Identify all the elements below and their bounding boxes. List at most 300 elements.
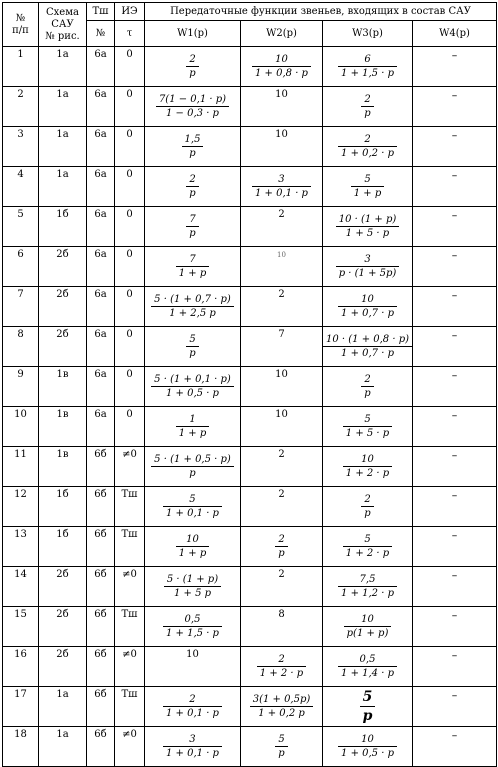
w1-cell-denominator: 1 + 2,5 p: [169, 308, 216, 319]
w3-cell: [323, 207, 413, 247]
w3-cell-fraction: [361, 94, 373, 119]
w1-cell-fraction: [163, 734, 222, 759]
w3-cell-denominator: 1 + 2 · p: [345, 468, 390, 479]
w2-cell: [241, 687, 323, 727]
header-num-label: №: [15, 12, 26, 24]
tau-cell: 0: [115, 47, 145, 87]
row-number: 7: [3, 287, 39, 327]
w1-cell-numerator: 5: [163, 494, 222, 507]
w2-cell-value: 10: [275, 369, 288, 380]
header-w2-label: W2(p): [266, 27, 297, 39]
tau-cell: ≠0: [115, 727, 145, 767]
w3-cell: [323, 127, 413, 167]
scheme-cell: 1а: [39, 47, 87, 87]
table-row: [3, 287, 497, 327]
w3-cell-denominator: 1 + 5 · p: [345, 228, 390, 239]
w2-cell-value: 2: [278, 289, 285, 300]
transfer-function-table: [2, 2, 497, 767]
header-w4-label: W4(p): [439, 27, 470, 39]
w3-cell-fraction: [361, 494, 373, 519]
w3-cell-fraction: [338, 54, 397, 79]
w1-cell-numerator: 5 · (1 + 0,5 · p): [151, 454, 234, 467]
w2-cell-denominator: 1 + 0,2 p: [258, 708, 305, 719]
w1-cell-denominator: 1 + 0,5 · p: [166, 388, 219, 399]
w3-cell-fraction: [343, 414, 392, 439]
tsh-cell: 6а: [87, 407, 115, 447]
table-row: [3, 407, 497, 447]
header-tsh: [87, 3, 115, 21]
w2-cell-fraction: [275, 534, 287, 559]
w1-cell-numerator: 2: [186, 174, 198, 187]
w2-cell-value: 10: [275, 89, 288, 100]
w3-cell-numerator: 10: [338, 294, 397, 307]
w2-cell-numerator: 2: [275, 534, 287, 547]
tau-cell: ≠0: [115, 647, 145, 687]
w3-cell-denominator: 1 + 0,2 · p: [341, 148, 394, 159]
header-w1-label: W1(p): [177, 27, 208, 39]
w2-cell-numerator: 5: [275, 734, 287, 747]
w2-cell: [241, 447, 323, 487]
w1-cell-numerator: 10: [176, 534, 210, 547]
w4-cell: –: [413, 247, 497, 287]
table-row: [3, 527, 497, 567]
tau-cell: 0: [115, 207, 145, 247]
tsh-cell: 6б: [87, 487, 115, 527]
w1-cell: [145, 87, 241, 127]
w3-cell-fraction: [338, 294, 397, 319]
w1-cell-fraction: [186, 54, 198, 79]
w1-cell: [145, 407, 241, 447]
w3-cell: [323, 367, 413, 407]
header-numcol-label: №: [95, 27, 106, 39]
w1-cell-denominator: 1 + p: [178, 548, 207, 559]
w2-cell-fraction: [257, 654, 306, 679]
table-row: [3, 327, 497, 367]
w1-cell: [145, 607, 241, 647]
w2-cell-denominator: p: [278, 548, 285, 559]
w2-cell-value: 2: [278, 569, 285, 580]
w3-cell-numerator: 2: [361, 374, 373, 387]
row-number: 3: [3, 127, 39, 167]
w1-cell-fraction: [186, 174, 198, 199]
tau-cell: Тш: [115, 487, 145, 527]
w4-cell: –: [413, 527, 497, 567]
tau-cell: 0: [115, 127, 145, 167]
table-row: [3, 607, 497, 647]
w3-cell-numerator: 2: [361, 494, 373, 507]
scheme-cell: 2б: [39, 327, 87, 367]
w3-cell-numerator: 2: [361, 94, 373, 107]
w3-cell-numerator: 10 · (1 + 0,8 · p): [323, 334, 412, 347]
tsh-cell: 6а: [87, 47, 115, 87]
w2-cell: [241, 127, 323, 167]
tsh-cell: 6а: [87, 327, 115, 367]
w3-cell-fraction: [343, 454, 392, 479]
w1-cell-denominator: 1 + 0,1 · p: [166, 508, 219, 519]
w3-cell-fraction: [360, 689, 376, 724]
w3-cell-numerator: 10 · (1 + p): [336, 214, 400, 227]
w1-cell: [145, 567, 241, 607]
w3-cell-numerator: 7,5: [338, 574, 397, 587]
header-w4: [413, 21, 497, 47]
w1-cell: [145, 327, 241, 367]
header-num2-label: п/п: [12, 24, 29, 36]
w2-cell: [241, 567, 323, 607]
w3-cell: [323, 247, 413, 287]
row-number: 18: [3, 727, 39, 767]
w1-cell-fraction: [151, 294, 234, 319]
w2-cell: [241, 727, 323, 767]
w3-cell-denominator: 1 + 1,4 · p: [341, 668, 394, 679]
w3-cell-denominator: 1 + 5 · p: [345, 428, 390, 439]
w2-cell-fraction: [250, 694, 314, 719]
table-row: [3, 87, 497, 127]
scheme-cell: 1б: [39, 527, 87, 567]
row-number: 6: [3, 247, 39, 287]
w1-cell-numerator: 0,5: [163, 614, 222, 627]
w2-cell-denominator: 1 + 0,8 · p: [255, 68, 308, 79]
w3-cell: [323, 527, 413, 567]
w2-cell: [241, 247, 323, 287]
w2-cell: [241, 607, 323, 647]
header-tau: [115, 21, 145, 47]
header-tsh-label: Тш: [92, 5, 109, 17]
w3-cell: [323, 447, 413, 487]
w2-cell-fraction: [252, 54, 311, 79]
table-row: [3, 727, 497, 767]
w1-cell-denominator: 1 − 0,3 · p: [166, 108, 219, 119]
w1-cell-fraction: [186, 214, 198, 239]
scheme-cell: 2б: [39, 607, 87, 647]
w1-cell: [145, 127, 241, 167]
tsh-cell: 6а: [87, 167, 115, 207]
w2-cell-value: 7: [278, 329, 285, 340]
w3-cell: [323, 607, 413, 647]
w2-cell: [241, 87, 323, 127]
table-row: [3, 47, 497, 87]
row-number: 8: [3, 327, 39, 367]
w1-cell-fraction: [164, 574, 221, 599]
tsh-cell: 6а: [87, 207, 115, 247]
scheme-cell: 1а: [39, 87, 87, 127]
w3-cell-numerator: 5: [351, 174, 385, 187]
w4-cell: –: [413, 487, 497, 527]
tau-cell: 0: [115, 87, 145, 127]
w1-cell-numerator: 1,5: [182, 134, 204, 147]
w1-cell-numerator: 7(1 − 0,1 · p): [156, 94, 229, 107]
w3-cell: [323, 167, 413, 207]
header-num-col: [87, 21, 115, 47]
w3-cell: [323, 687, 413, 727]
tau-cell: Тш: [115, 687, 145, 727]
w2-cell: [241, 647, 323, 687]
tsh-cell: 6б: [87, 527, 115, 567]
table-row: [3, 687, 497, 727]
tsh-cell: 6а: [87, 127, 115, 167]
scheme-cell: 2б: [39, 287, 87, 327]
w3-cell-denominator: p: [362, 708, 373, 724]
tsh-cell: 6б: [87, 567, 115, 607]
tsh-cell: 6а: [87, 287, 115, 327]
w1-cell-numerator: 1: [176, 414, 210, 427]
scheme-cell: 1а: [39, 727, 87, 767]
w3-cell-fraction: [361, 374, 373, 399]
tsh-cell: 6б: [87, 607, 115, 647]
w2-cell-value: 2: [278, 209, 285, 220]
w1-cell-fraction: [182, 134, 204, 159]
w2-cell-fraction: [252, 174, 311, 199]
w1-cell-fraction: [176, 254, 210, 279]
w3-cell-numerator: 5: [343, 534, 392, 547]
row-number: 12: [3, 487, 39, 527]
w1-cell-numerator: 2: [163, 694, 222, 707]
w3-cell-denominator: 1 + 0,7 · p: [341, 348, 394, 359]
table-row: [3, 167, 497, 207]
row-number: 15: [3, 607, 39, 647]
header-scheme: [39, 3, 87, 47]
tsh-cell: 6б: [87, 727, 115, 767]
w1-cell: [145, 727, 241, 767]
w2-cell: [241, 367, 323, 407]
w2-cell-value: 10: [275, 129, 288, 140]
w3-cell: [323, 287, 413, 327]
tau-cell: Тш: [115, 607, 145, 647]
w1-cell-denominator: p: [189, 468, 196, 479]
w2-cell-numerator: 3: [252, 174, 311, 187]
header-w1: [145, 21, 241, 47]
row-number: 2: [3, 87, 39, 127]
tsh-cell: 6а: [87, 367, 115, 407]
tau-cell: 0: [115, 367, 145, 407]
w1-cell: [145, 247, 241, 287]
w3-cell-fraction: [344, 614, 392, 639]
w3-cell-fraction: [323, 334, 412, 359]
tsh-cell: 6б: [87, 447, 115, 487]
w3-cell-denominator: p: [364, 108, 371, 119]
tau-cell: 0: [115, 287, 145, 327]
w1-cell-denominator: p: [189, 148, 196, 159]
w3-cell-numerator: 2: [338, 134, 397, 147]
w3-cell-numerator: 5: [343, 414, 392, 427]
w2-cell-value: 8: [278, 609, 285, 620]
w3-cell: [323, 87, 413, 127]
w3-cell-denominator: 1 + 1,5 · p: [341, 68, 394, 79]
scheme-cell: 1а: [39, 167, 87, 207]
w2-cell-numerator: 3(1 + 0,5p): [250, 694, 314, 707]
scheme-cell: 1б: [39, 487, 87, 527]
scheme-cell: 1б: [39, 207, 87, 247]
w2-cell: [241, 327, 323, 367]
w3-cell-denominator: 1 + 1,2 · p: [341, 588, 394, 599]
w1-cell-fraction: [176, 534, 210, 559]
w2-cell: [241, 407, 323, 447]
w1-cell-fraction: [163, 614, 222, 639]
w3-cell-fraction: [343, 534, 392, 559]
w4-cell: –: [413, 607, 497, 647]
header-scheme2-label: САУ: [51, 18, 74, 30]
w3-cell-denominator: 1 + p: [353, 188, 382, 199]
row-number: 11: [3, 447, 39, 487]
w2-cell-numerator: 10: [252, 54, 311, 67]
w2-cell-numerator: 2: [257, 654, 306, 667]
w1-cell-denominator: p: [189, 228, 196, 239]
table-row: [3, 447, 497, 487]
header-ie-label: ИЭ: [121, 5, 138, 17]
w4-cell: –: [413, 407, 497, 447]
w3-cell-denominator: 1 + 0,5 · p: [341, 748, 394, 759]
w2-cell-value: 2: [278, 489, 285, 500]
header-tau-label: τ: [126, 27, 133, 39]
w1-cell-numerator: 5 · (1 + 0,7 · p): [151, 294, 234, 307]
table-row: [3, 647, 497, 687]
table-row: [3, 567, 497, 607]
scheme-cell: 2б: [39, 247, 87, 287]
w1-cell-denominator: 1 + 5 p: [173, 588, 212, 599]
w1-cell-value: 10: [186, 649, 199, 660]
w1-cell-fraction: [151, 454, 234, 479]
table-row: [3, 127, 497, 167]
w4-cell: –: [413, 327, 497, 367]
w4-cell: –: [413, 367, 497, 407]
w1-cell-numerator: 7: [186, 214, 198, 227]
w1-cell: [145, 647, 241, 687]
w1-cell-numerator: 2: [186, 54, 198, 67]
tau-cell: Тш: [115, 527, 145, 567]
header-w3: [323, 21, 413, 47]
tsh-cell: 6б: [87, 647, 115, 687]
tau-cell: ≠0: [115, 567, 145, 607]
w3-cell: [323, 567, 413, 607]
w3-cell-fraction: [338, 734, 397, 759]
table-row: [3, 487, 497, 527]
header-ie: [115, 3, 145, 21]
w4-cell: –: [413, 87, 497, 127]
w4-cell: –: [413, 127, 497, 167]
w1-cell-fraction: [156, 94, 229, 119]
w3-cell-fraction: [338, 574, 397, 599]
w4-cell: –: [413, 447, 497, 487]
w3-cell-fraction: [336, 254, 400, 279]
scheme-cell: 1в: [39, 367, 87, 407]
w3-cell-denominator: p(1 + p): [346, 628, 389, 639]
w4-cell: –: [413, 287, 497, 327]
w1-cell-denominator: 1 + 0,1 · p: [166, 708, 219, 719]
row-number: 10: [3, 407, 39, 447]
w1-cell: [145, 687, 241, 727]
w1-cell-fraction: [151, 374, 234, 399]
w4-cell: –: [413, 687, 497, 727]
w3-cell-numerator: 10: [343, 454, 392, 467]
w1-cell: [145, 487, 241, 527]
w1-cell-denominator: 1 + p: [178, 268, 207, 279]
scheme-cell: 2б: [39, 647, 87, 687]
w1-cell-denominator: 1 + 1,5 · p: [166, 628, 219, 639]
w2-cell: [241, 207, 323, 247]
row-number: 4: [3, 167, 39, 207]
w3-cell-numerator: 10: [344, 614, 392, 627]
w2-cell-denominator: p: [278, 748, 285, 759]
w3-cell-fraction: [338, 134, 397, 159]
row-number: 13: [3, 527, 39, 567]
w3-cell: [323, 47, 413, 87]
w1-cell-numerator: 7: [176, 254, 210, 267]
w1-cell-fraction: [163, 494, 222, 519]
scheme-cell: 1а: [39, 687, 87, 727]
row-number: 1: [3, 47, 39, 87]
w1-cell-denominator: 1 + 0,1 · p: [166, 748, 219, 759]
table-row: [3, 367, 497, 407]
w2-cell-value: 10: [275, 409, 288, 420]
w3-cell: [323, 727, 413, 767]
header-scheme3-label: № рис.: [45, 30, 80, 42]
header-scheme-label: Схема: [46, 6, 79, 18]
tau-cell: ≠0: [115, 447, 145, 487]
row-number: 16: [3, 647, 39, 687]
w4-cell: –: [413, 207, 497, 247]
w3-cell-fraction: [336, 214, 400, 239]
table-row: [3, 207, 497, 247]
w4-cell: –: [413, 47, 497, 87]
w1-cell-fraction: [186, 334, 198, 359]
w1-cell-numerator: 5 · (1 + p): [164, 574, 221, 587]
w2-cell-value: 2: [278, 449, 285, 460]
w1-cell: [145, 207, 241, 247]
header-w3-label: W3(p): [352, 27, 383, 39]
row-number: 17: [3, 687, 39, 727]
w1-cell: [145, 287, 241, 327]
w2-cell: [241, 47, 323, 87]
header-w2: [241, 21, 323, 47]
scheme-cell: 2б: [39, 567, 87, 607]
w3-cell-denominator: 1 + 2 · p: [345, 548, 390, 559]
w1-cell: [145, 47, 241, 87]
row-number: 5: [3, 207, 39, 247]
w1-cell-numerator: 5: [186, 334, 198, 347]
w1-cell-denominator: 1 + p: [178, 428, 207, 439]
w3-cell-numerator: 6: [338, 54, 397, 67]
tau-cell: 0: [115, 247, 145, 287]
w2-cell: [241, 527, 323, 567]
w4-cell: –: [413, 647, 497, 687]
w2-cell-denominator: 1 + 0,1 · p: [255, 188, 308, 199]
w1-cell: [145, 447, 241, 487]
w2-cell: [241, 287, 323, 327]
scheme-cell: 1а: [39, 127, 87, 167]
w3-cell-fraction: [351, 174, 385, 199]
w1-cell: [145, 367, 241, 407]
w1-cell-fraction: [163, 694, 222, 719]
header-number: [3, 3, 39, 47]
w1-cell-denominator: p: [189, 68, 196, 79]
w1-cell: [145, 527, 241, 567]
w2-cell: [241, 167, 323, 207]
w3-cell: [323, 487, 413, 527]
w3-cell: [323, 647, 413, 687]
w4-cell: –: [413, 567, 497, 607]
tau-cell: 0: [115, 167, 145, 207]
w2-cell-fraction: [275, 734, 287, 759]
w3-cell: [323, 327, 413, 367]
w1-cell-denominator: p: [189, 348, 196, 359]
w3-cell-denominator: p · (1 + 5p): [338, 268, 397, 279]
tau-cell: 0: [115, 407, 145, 447]
row-number: 9: [3, 367, 39, 407]
tsh-cell: 6а: [87, 247, 115, 287]
w3-cell-numerator: 10: [338, 734, 397, 747]
w3-cell-denominator: p: [364, 388, 371, 399]
w4-cell: –: [413, 727, 497, 767]
header-tf-label: Передаточные функции звеньев, входящих в состав САУ: [170, 5, 471, 17]
